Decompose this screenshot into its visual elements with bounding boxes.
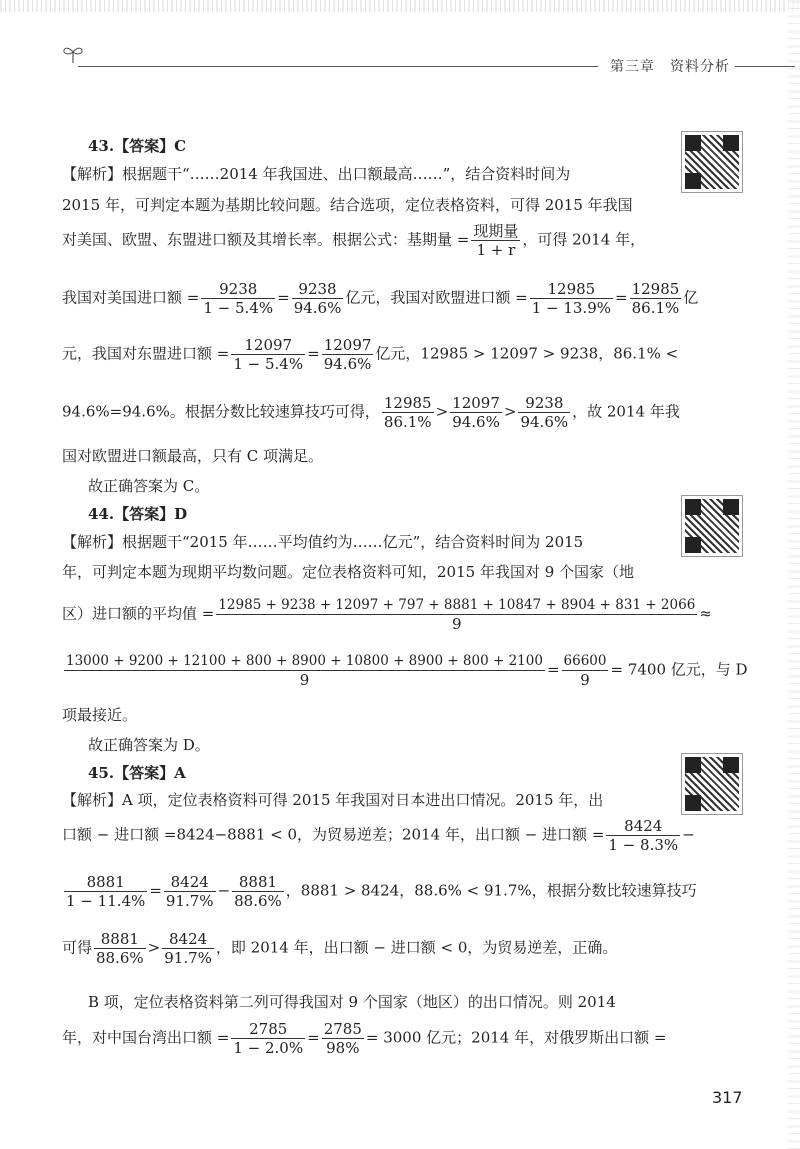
q43-line3: 对美国、欧盟、东盟进口额及其增长率。根据公式：基期量 = $\frac{\text{现期量}}{1 + r}$ ，可得 2014 年， bbox=[62, 222, 646, 259]
q44-line4: 13000 + 9200 + 12100 + 800 + 8900 + 10800 + 8900 + 800 + 2100 9 = $\frac{66600}{9}$ = 7400 亿元，与 D bbox=[66, 653, 748, 689]
fraction: $\frac{66600}{9}$ bbox=[563, 653, 607, 689]
scan-noise-top bbox=[0, 0, 800, 12]
page-number: 317 bbox=[712, 1088, 743, 1107]
fraction: $\frac{8424}{91.7\%}$ bbox=[164, 930, 212, 967]
fraction: 13000 + 9200 + 12100 + 800 + 8900 + 10800 + 8900 + 800 + 2100 9 bbox=[66, 653, 543, 689]
fraction: $\frac{9238}{94.6\%}$ bbox=[520, 394, 569, 431]
fraction: $\frac{8424}{91.7\%}$ bbox=[165, 873, 214, 910]
fraction: $\frac{\text{现期量}}{1 + r}$ bbox=[473, 222, 519, 259]
fraction: $\frac{12985}{86.1\%}$ bbox=[383, 394, 432, 431]
qr-code-45[interactable] bbox=[681, 753, 743, 815]
header-rule-right bbox=[735, 66, 795, 67]
qr-code-43[interactable] bbox=[681, 131, 743, 193]
q45-line5: B 项，定位表格资料第二列可得我国对 9 个国家（地区）的出口情况。则 2014 bbox=[88, 993, 616, 1011]
fraction: $\frac{9238}{94.6\%}$ bbox=[293, 280, 342, 317]
q44-conclusion: 故正确答案为 D。 bbox=[88, 736, 210, 754]
q44-line2: 年，可判定本题为现期平均数问题。定位表格资料可知，2015 年我国对 9 个国家（地 bbox=[62, 563, 635, 581]
fraction: $\frac{8881}{88.6\%}$ bbox=[234, 873, 282, 910]
chapter-title: 第三章 资料分析 bbox=[610, 59, 730, 75]
q43-line1: 【解析】根据题干“……2014 年我国进、出口额最高……”，结合资料时间为 bbox=[62, 165, 571, 183]
fraction: $\frac{8881}{1 - 11.4\%}$ bbox=[66, 873, 146, 910]
fraction: $\frac{2785}{1 - 2.0\%}$ bbox=[233, 1020, 304, 1057]
q44-answer: 44.【答案】D bbox=[88, 505, 188, 523]
q43-line7: 国对欧盟进口额最高，只有 C 项满足。 bbox=[62, 447, 324, 465]
q43-line2: 2015 年，可判定本题为基期比较问题。结合选项，定位表格资料，可得 2015 年我国 bbox=[62, 196, 633, 214]
q44-line5: 项最接近。 bbox=[62, 706, 138, 724]
sprout-icon bbox=[62, 44, 84, 64]
header-rule bbox=[78, 66, 598, 67]
q45-answer: 45.【答案】A bbox=[88, 764, 186, 782]
fraction: $\frac{8424}{1 - 8.3\%}$ bbox=[608, 817, 679, 854]
q43-line4: 我国对美国进口额 = $\frac{9238}{1 - 5.4\%}$ = $\frac{9238}{94.6\%}$ 亿元，我国对欧盟进口额 = $\frac{12985}{1 - 13.9\%}$ = $\frac{12985}{86.1\%}$ 亿 bbox=[62, 280, 699, 317]
q45-line6: 年，对中国台湾出口额 = $\frac{2785}{1 - 2.0\%}$ = $\frac{2785}{98\%}$ = 3000 亿元；2014 年，对俄罗斯出口额 = bbox=[62, 1020, 667, 1057]
q44-line1: 【解析】根据题干“2015 年……平均值约为……亿元”，结合资料时间为 2015 bbox=[62, 533, 584, 551]
qr-code-44[interactable] bbox=[681, 495, 743, 557]
q45-line4: 可得 $\frac{8881}{88.6\%}$ > $\frac{8424}{91.7\%}$ ，即 2014 年，出口额 − 进口额 < 0，为贸易逆差，正确。 bbox=[62, 930, 618, 967]
fraction: $\frac{12097}{94.6\%}$ bbox=[452, 394, 500, 431]
q45-line1: 【解析】A 项，定位表格资料可得 2015 年我国对日本进出口情况。2015 年，出 bbox=[62, 791, 604, 809]
q43-conclusion: 故正确答案为 C。 bbox=[88, 477, 210, 495]
fraction: $\frac{9238}{1 - 5.4\%}$ bbox=[203, 280, 274, 317]
q43-line6: 94.6%=94.6%。根据分数比较速算技巧可得， $\frac{12985}{86.1\%}$ > $\frac{12097}{94.6\%}$ > $\frac{9238}{94.6\%}$ ，故 2014 年我 bbox=[62, 394, 680, 431]
q45-line2: 口额 − 进口额 =8424−8881 < 0，为贸易逆差；2014 年，出口额 − 进口额 = $\frac{8424}{1 - 8.3\%}$ − bbox=[62, 817, 695, 854]
fraction: $\frac{2785}{98\%}$ bbox=[323, 1020, 362, 1057]
fraction: $\frac{12097}{94.6\%}$ bbox=[323, 336, 372, 373]
fraction: $\frac{8881}{88.6\%}$ bbox=[96, 930, 144, 967]
q43-line5: 元，我国对东盟进口额 = $\frac{12097}{1 - 5.4\%}$ = $\frac{12097}{94.6\%}$ 亿元，12985 > 12097 > 9238，86.1% < bbox=[62, 336, 679, 373]
q45-line3: $\frac{8881}{1 - 11.4\%}$ = $\frac{8424}{91.7\%}$ − $\frac{8881}{88.6\%}$ ，8881 > 8424，88.6% < 91.7%，根据分数比较速算技巧 bbox=[66, 873, 697, 910]
fraction: $\frac{12985}{1 - 13.9\%}$ bbox=[531, 280, 611, 317]
fraction: $\frac{12985}{86.1\%}$ bbox=[631, 280, 680, 317]
fraction: 12985 + 9238 + 12097 + 797 + 8881 + 10847 + 8904 + 831 + 2066 9 bbox=[218, 597, 696, 633]
fraction: $\frac{12097}{1 - 5.4\%}$ bbox=[233, 336, 304, 373]
q43-answer: 43.【答案】C bbox=[88, 137, 187, 155]
q44-line3: 区）进口额的平均值 = 12985 + 9238 + 12097 + 797 + 8881 + 10847 + 8904 + 831 + 2066 9 ≈ bbox=[62, 597, 712, 633]
scan-noise-right bbox=[788, 0, 800, 1149]
